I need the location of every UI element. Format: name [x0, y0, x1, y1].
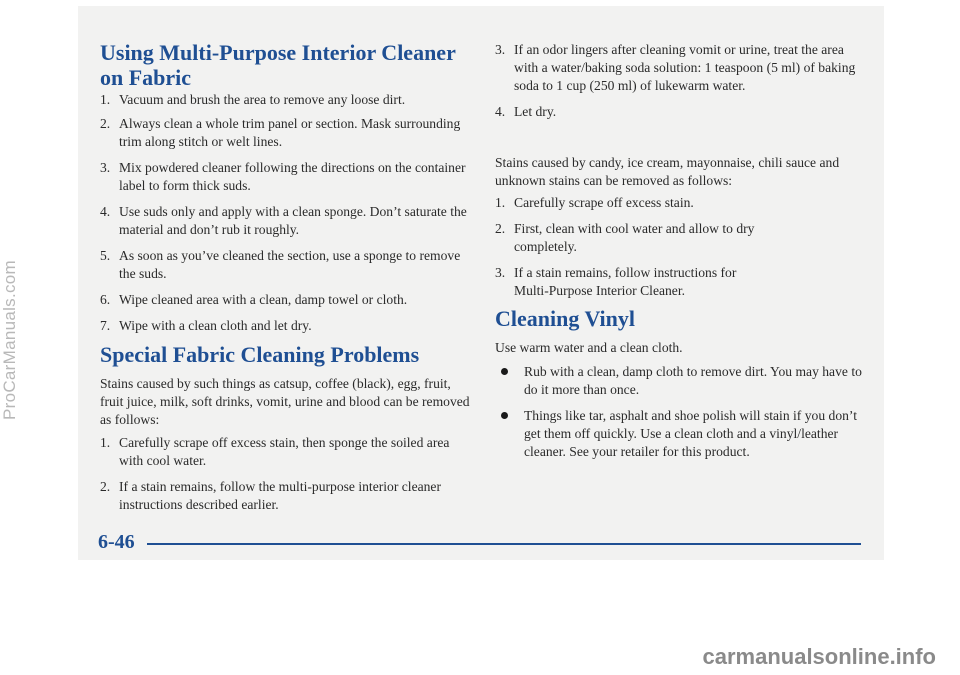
list-item: [100, 247, 472, 283]
step-number: 6.: [100, 292, 111, 307]
list-item: [100, 434, 472, 470]
candy-stains-intro: Stains caused by candy, ice cream, mayonnaise, chili sauce and unknown stains can be removed as follows:: [495, 155, 840, 188]
list-item: [100, 203, 472, 239]
step-text: Vacuum and brush the area to remove any loose dirt.: [119, 92, 406, 107]
odor-steps-list: [495, 41, 865, 121]
footer-rule: [147, 543, 861, 545]
step-text: Use suds only and apply with a clean sponge. Don’t saturate the material and don’t rub it roughly.: [119, 204, 467, 237]
step-number: 4.: [495, 104, 506, 119]
step-number: 3.: [495, 42, 506, 57]
special-problems-intro: Stains caused by such things as catsup, coffee (black), egg, fruit, fruit juice, milk, soft drinks, vomit, urine and blood can be removed as follows:: [100, 376, 470, 427]
step-text: As soon as you’ve cleaned the section, use a sponge to remove the suds.: [119, 248, 461, 281]
step-text: Wipe with a clean cloth and let dry.: [119, 318, 312, 333]
step-number: 3.: [100, 160, 111, 175]
list-item: [495, 103, 865, 121]
step-number: 2.: [100, 116, 111, 131]
step-number: 2.: [495, 221, 506, 236]
list-item: [100, 317, 472, 335]
list-item: [100, 159, 472, 195]
section-title-line2: on Fabric: [100, 65, 192, 90]
bottom-watermark: carmanualsonline.info: [702, 644, 936, 669]
candy-stains-steps: [495, 194, 865, 300]
list-item: [100, 478, 472, 514]
step-number: 5.: [100, 248, 111, 263]
step-number: 1.: [100, 435, 111, 450]
step-text: Wipe cleaned area with a clean, damp towel or cloth.: [119, 292, 408, 307]
bullet-text: Rub with a clean, damp cloth to remove dirt. You may have to do it more than once.: [524, 364, 862, 397]
step-text: Carefully scrape off excess stain, then sponge the soiled area with cool water.: [119, 435, 450, 468]
section-title-line1: Using Multi-Purpose Interior Cleaner: [100, 40, 456, 65]
special-problems-steps: [100, 434, 472, 514]
section-title-special-problems: Special Fabric Cleaning Problems: [100, 342, 420, 367]
manual-page: [78, 6, 884, 560]
bullet-text: Things like tar, asphalt and shoe polish will stain if you don’t get them off quickly. Use a clean cloth and a vinyl/leather cleaner. See your retailer for this product.: [524, 408, 857, 459]
section-title-cleaning-vinyl: Cleaning Vinyl: [495, 306, 635, 331]
side-watermark-text: ProCarManuals.com: [0, 259, 19, 421]
vinyl-bullets: [495, 363, 865, 461]
step-text: Let dry.: [514, 104, 557, 119]
list-item: [495, 264, 865, 300]
list-item: [100, 115, 472, 151]
step-text: First, clean with cool water and allow to dry completely.: [514, 221, 755, 254]
cleaner-steps-list: [100, 91, 472, 335]
section-title-multipurpose-cleaner: [100, 40, 480, 90]
list-item: [495, 407, 865, 461]
step-text: If a stain remains, follow instructions for Multi-Purpose Interior Cleaner.: [514, 265, 737, 298]
step-number: 2.: [100, 479, 111, 494]
step-number: 1.: [495, 195, 506, 210]
list-item: [495, 363, 865, 399]
side-watermark: [0, 0, 20, 675]
step-text: Always clean a whole trim panel or section. Mask surrounding trim along stitch or welt lines.: [119, 116, 461, 149]
step-text: If a stain remains, follow the multi-purpose interior cleaner instructions described earlier.: [119, 479, 441, 512]
step-text: If an odor lingers after cleaning vomit or urine, treat the area with a water/baking soda solution: 1 teaspoon (5 ml) of baking soda to 1 cup (250 ml) of lukewarm water.: [514, 42, 856, 93]
step-number: 1.: [100, 92, 111, 107]
bullet-icon: [501, 368, 508, 375]
list-item: [100, 291, 472, 309]
step-number: 3.: [495, 265, 506, 280]
page-number: 6-46: [98, 531, 135, 553]
step-text: Mix powdered cleaner following the directions on the container label to form thick suds.: [119, 160, 466, 193]
step-number: 7.: [100, 318, 111, 333]
list-item: [100, 91, 472, 109]
step-text: Carefully scrape off excess stain.: [514, 195, 694, 210]
bullet-icon: [501, 412, 508, 419]
step-number: 4.: [100, 204, 111, 219]
list-item: [495, 220, 865, 256]
vinyl-intro: Use warm water and a clean cloth.: [495, 340, 683, 355]
list-item: [495, 41, 865, 95]
list-item: [495, 194, 865, 212]
